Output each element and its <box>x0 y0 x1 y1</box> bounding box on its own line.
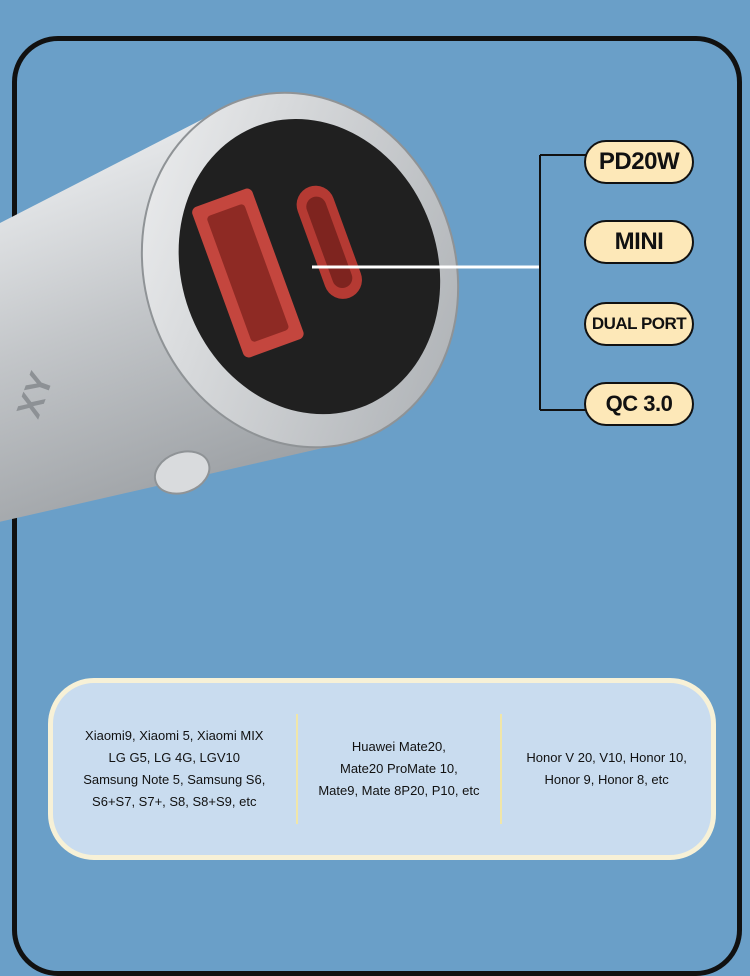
compat-line: S6+S7, S7+, S8, S8+S9, etc <box>92 794 257 809</box>
feature-pill-mini: MINI <box>584 220 694 264</box>
feature-pill-qc30: QC 3.0 <box>584 382 694 426</box>
compat-line: LG G5, LG 4G, LGV10 <box>108 750 241 765</box>
compat-line: Huawei Mate20, <box>351 739 446 754</box>
compat-line: Xiaomi9, Xiaomi 5, Xiaomi MIX <box>85 728 264 743</box>
compat-column-huawei <box>298 683 501 855</box>
compat-line: Samsung Note 5, Samsung S6, <box>83 772 266 787</box>
compat-line: Mate9, Mate 8P20, P10, etc <box>318 783 480 798</box>
compatibility-panel <box>48 678 716 860</box>
feature-pill-pd20w: PD20W <box>584 140 694 184</box>
feature-pill-dual-port: DUAL PORT <box>584 302 694 346</box>
compat-line: Honor 9, Honor 8, etc <box>544 772 669 787</box>
compat-line: Honor V 20, V10, Honor 10, <box>526 750 687 765</box>
brand-logo: XY <box>9 367 62 423</box>
compat-column-honor <box>502 683 711 855</box>
compat-line: Mate20 ProMate 10, <box>339 761 458 776</box>
compat-column-xiaomi-samsung <box>53 683 296 855</box>
